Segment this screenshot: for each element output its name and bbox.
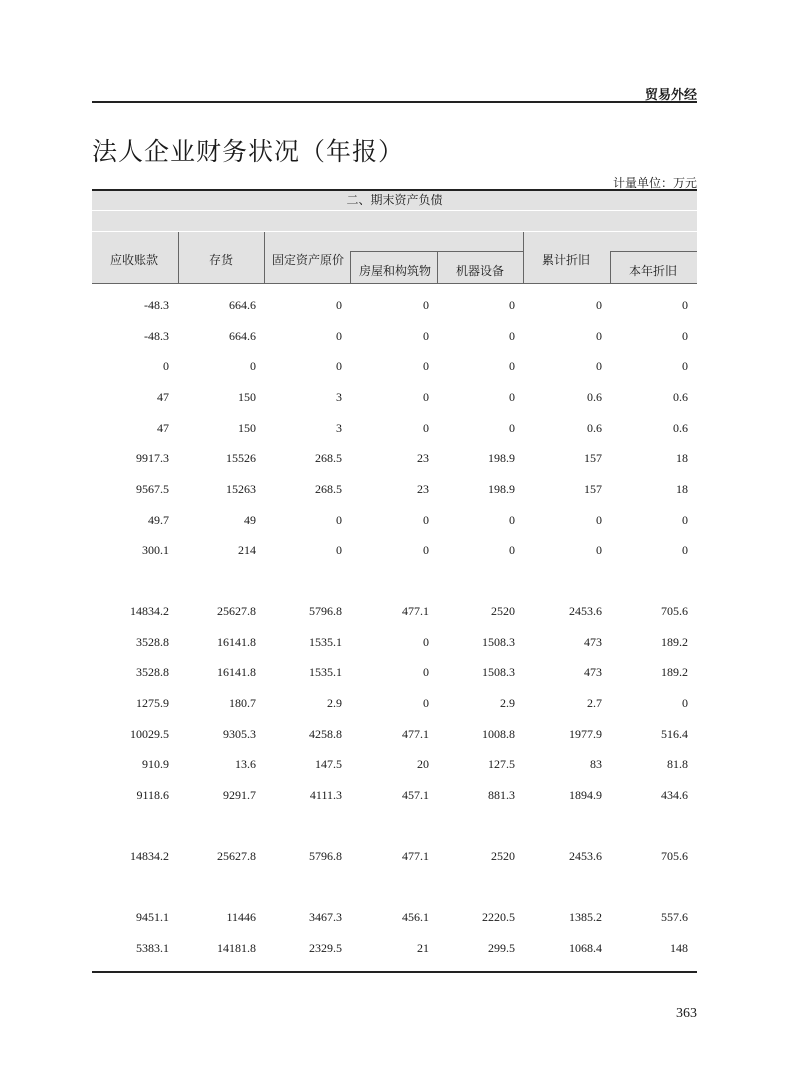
column-header-buildings: 房屋和构筑物: [359, 264, 432, 278]
table-cell: 664.6: [229, 298, 256, 312]
table-cell: 1508.3: [482, 665, 515, 679]
table-cell: 0: [336, 298, 342, 312]
table-cell: 9451.1: [136, 910, 169, 924]
table-cell: 457.1: [402, 788, 429, 802]
table-cell: 1068.4: [569, 941, 602, 955]
table-cell: 0: [423, 696, 429, 710]
table-cell: 299.5: [488, 941, 515, 955]
table-row: [92, 726, 697, 742]
table-cell: 300.1: [142, 543, 169, 557]
table-cell: 16141.8: [217, 635, 256, 649]
table-row: [92, 542, 697, 558]
table-cell: 1535.1: [309, 665, 342, 679]
table-cell: 189.2: [661, 665, 688, 679]
table-cell: 23: [417, 482, 429, 496]
header-divider: [178, 232, 179, 283]
header-subrule: [610, 251, 697, 252]
table-cell: 13.6: [235, 757, 256, 771]
table-cell: 2329.5: [309, 941, 342, 955]
header-divider: [610, 251, 611, 283]
table-cell: 198.9: [488, 482, 515, 496]
table-cell: 3: [336, 421, 342, 435]
table-cell: 434.6: [661, 788, 688, 802]
table-cell: 21: [417, 941, 429, 955]
table-cell: 881.3: [488, 788, 515, 802]
table-cell: 0: [682, 543, 688, 557]
table-cell: 0.6: [673, 421, 688, 435]
table-cell: 456.1: [402, 910, 429, 924]
table-cell: 2453.6: [569, 604, 602, 618]
table-cell: 0: [596, 543, 602, 557]
table-cell: 268.5: [315, 482, 342, 496]
table-cell: 14181.8: [217, 941, 256, 955]
table-row: [92, 420, 697, 436]
table-cell: 15263: [226, 482, 256, 496]
table-cell: 2.9: [327, 696, 342, 710]
table-row: [92, 512, 697, 528]
table-cell: 473: [584, 635, 602, 649]
column-header-current-year-depreciation: 本年折旧: [629, 264, 678, 278]
table-cell: 0: [682, 513, 688, 527]
table-row: [92, 940, 697, 956]
table-cell: 910.9: [142, 757, 169, 771]
table-cell: 0: [423, 359, 429, 373]
table-cell: 157: [584, 451, 602, 465]
table-cell: 0: [163, 359, 169, 373]
table-cell: 25627.8: [217, 604, 256, 618]
table-cell: 2520: [491, 849, 515, 863]
table-cell: 0: [509, 513, 515, 527]
table-cell: 3528.8: [136, 665, 169, 679]
table-cell: 49: [244, 513, 256, 527]
table-cell: 15526: [226, 451, 256, 465]
table-cell: 0: [336, 543, 342, 557]
table-cell: -48.3: [144, 329, 169, 343]
table-cell: 9291.7: [223, 788, 256, 802]
table-group-header: 二、期末资产负债: [92, 191, 697, 210]
table-cell: 705.6: [661, 849, 688, 863]
table-cell: 516.4: [661, 727, 688, 741]
page-title: 法人企业财务状况（年报）: [92, 137, 405, 166]
table-cell: 9118.6: [136, 788, 169, 802]
table-cell: -48.3: [144, 298, 169, 312]
table-cell: 2.7: [587, 696, 602, 710]
column-header-receivables: 应收账款: [110, 253, 159, 267]
table-cell: 0: [509, 329, 515, 343]
table-cell: 1508.3: [482, 635, 515, 649]
table-cell: 4111.3: [309, 788, 342, 802]
column-header-accumulated-depreciation: 累计折旧: [542, 253, 591, 267]
table-bottom-rule: [92, 971, 697, 973]
table-cell: 0: [336, 359, 342, 373]
table-cell: 0: [250, 359, 256, 373]
table-cell: 150: [238, 421, 256, 435]
table-cell: 25627.8: [217, 849, 256, 863]
table-cell: 5796.8: [309, 604, 342, 618]
table-row: [92, 603, 697, 619]
table-cell: 9917.3: [136, 451, 169, 465]
table-cell: 2220.5: [482, 910, 515, 924]
table-cell: 0: [423, 421, 429, 435]
table-cell: 1275.9: [136, 696, 169, 710]
table-cell: 4258.8: [309, 727, 342, 741]
table-cell: 473: [584, 665, 602, 679]
table-cell: 477.1: [402, 604, 429, 618]
table-cell: 3528.8: [136, 635, 169, 649]
table-cell: 49.7: [148, 513, 169, 527]
table-cell: 2.9: [500, 696, 515, 710]
table-row: [92, 909, 697, 925]
table-cell: 1385.2: [569, 910, 602, 924]
header-divider: [350, 251, 351, 283]
table-row: [92, 297, 697, 313]
header-divider: [437, 251, 438, 283]
table-cell: 20: [417, 757, 429, 771]
table-cell: 2520: [491, 604, 515, 618]
table-cell: 18: [676, 482, 688, 496]
table-cell: 0: [336, 513, 342, 527]
table-cell: 1535.1: [309, 635, 342, 649]
table-cell: 0: [336, 329, 342, 343]
table-cell: 189.2: [661, 635, 688, 649]
table-cell: 0: [423, 390, 429, 404]
table-cell: 2453.6: [569, 849, 602, 863]
table-cell: 9305.3: [223, 727, 256, 741]
table-cell: 1894.9: [569, 788, 602, 802]
table-cell: 0: [509, 359, 515, 373]
table-cell: 81.8: [667, 757, 688, 771]
table-row: [92, 787, 697, 803]
page-number: 363: [676, 1006, 697, 1021]
table-cell: 0: [682, 329, 688, 343]
table-cell: 127.5: [488, 757, 515, 771]
table-cell: 0: [596, 513, 602, 527]
header-divider: [523, 232, 524, 283]
table-cell: 3467.3: [309, 910, 342, 924]
table-cell: 0: [596, 298, 602, 312]
table-cell: 11446: [226, 910, 256, 924]
table-cell: 557.6: [661, 910, 688, 924]
table-cell: 18: [676, 451, 688, 465]
table-cell: 0: [423, 298, 429, 312]
table-cell: 9567.5: [136, 482, 169, 496]
table-row: [92, 358, 697, 374]
table-cell: 23: [417, 451, 429, 465]
top-rule: [92, 101, 697, 103]
table-cell: 5383.1: [136, 941, 169, 955]
table-row: [92, 848, 697, 864]
table-header-spacer: [92, 211, 697, 231]
table-cell: 3: [336, 390, 342, 404]
table-cell: 47: [157, 390, 169, 404]
table-cell: 0: [682, 298, 688, 312]
table-row: [92, 450, 697, 466]
table-row: [92, 328, 697, 344]
table-cell: 0: [682, 359, 688, 373]
section-tag: 贸易外经: [644, 88, 697, 103]
table-cell: 0: [423, 665, 429, 679]
table-cell: 0: [423, 543, 429, 557]
table-row: [92, 695, 697, 711]
table-cell: 664.6: [229, 329, 256, 343]
header-subrule: [350, 251, 523, 252]
header-divider: [264, 232, 265, 283]
table-cell: 0: [509, 421, 515, 435]
table-cell: 157: [584, 482, 602, 496]
table-row: [92, 481, 697, 497]
table-cell: 180.7: [229, 696, 256, 710]
table-cell: 1977.9: [569, 727, 602, 741]
column-header-inventory: 存货: [209, 253, 234, 267]
unit-label: 计量单位：万元: [612, 176, 697, 190]
table-cell: 0: [423, 635, 429, 649]
header-bottom-rule: [92, 283, 697, 284]
table-cell: 5796.8: [309, 849, 342, 863]
table-row: [92, 389, 697, 405]
table-row: [92, 634, 697, 650]
table-cell: 147.5: [315, 757, 342, 771]
table-cell: 0: [596, 359, 602, 373]
table-cell: 0.6: [587, 421, 602, 435]
table-cell: 0: [509, 298, 515, 312]
column-header-fixed-assets-original: 固定资产原价: [272, 253, 345, 267]
table-row: [92, 756, 697, 772]
table-cell: 47: [157, 421, 169, 435]
table-row: [92, 664, 697, 680]
table-cell: 0: [423, 513, 429, 527]
table-cell: 214: [238, 543, 256, 557]
table-cell: 150: [238, 390, 256, 404]
table-cell: 0: [596, 329, 602, 343]
table-cell: 16141.8: [217, 665, 256, 679]
table-cell: 14834.2: [130, 604, 169, 618]
table-cell: 148: [670, 941, 688, 955]
table-cell: 10029.5: [130, 727, 169, 741]
table-cell: 1008.8: [482, 727, 515, 741]
table-cell: 0.6: [587, 390, 602, 404]
table-cell: 0: [509, 390, 515, 404]
table-cell: 0.6: [673, 390, 688, 404]
table-cell: 0: [682, 696, 688, 710]
table-cell: 0: [509, 543, 515, 557]
table-cell: 477.1: [402, 849, 429, 863]
table-cell: 198.9: [488, 451, 515, 465]
table-cell: 83: [590, 757, 602, 771]
table-cell: 0: [423, 329, 429, 343]
table-cell: 268.5: [315, 451, 342, 465]
table-cell: 477.1: [402, 727, 429, 741]
table-cell: 705.6: [661, 604, 688, 618]
column-header-machinery: 机器设备: [456, 264, 505, 278]
table-cell: 14834.2: [130, 849, 169, 863]
